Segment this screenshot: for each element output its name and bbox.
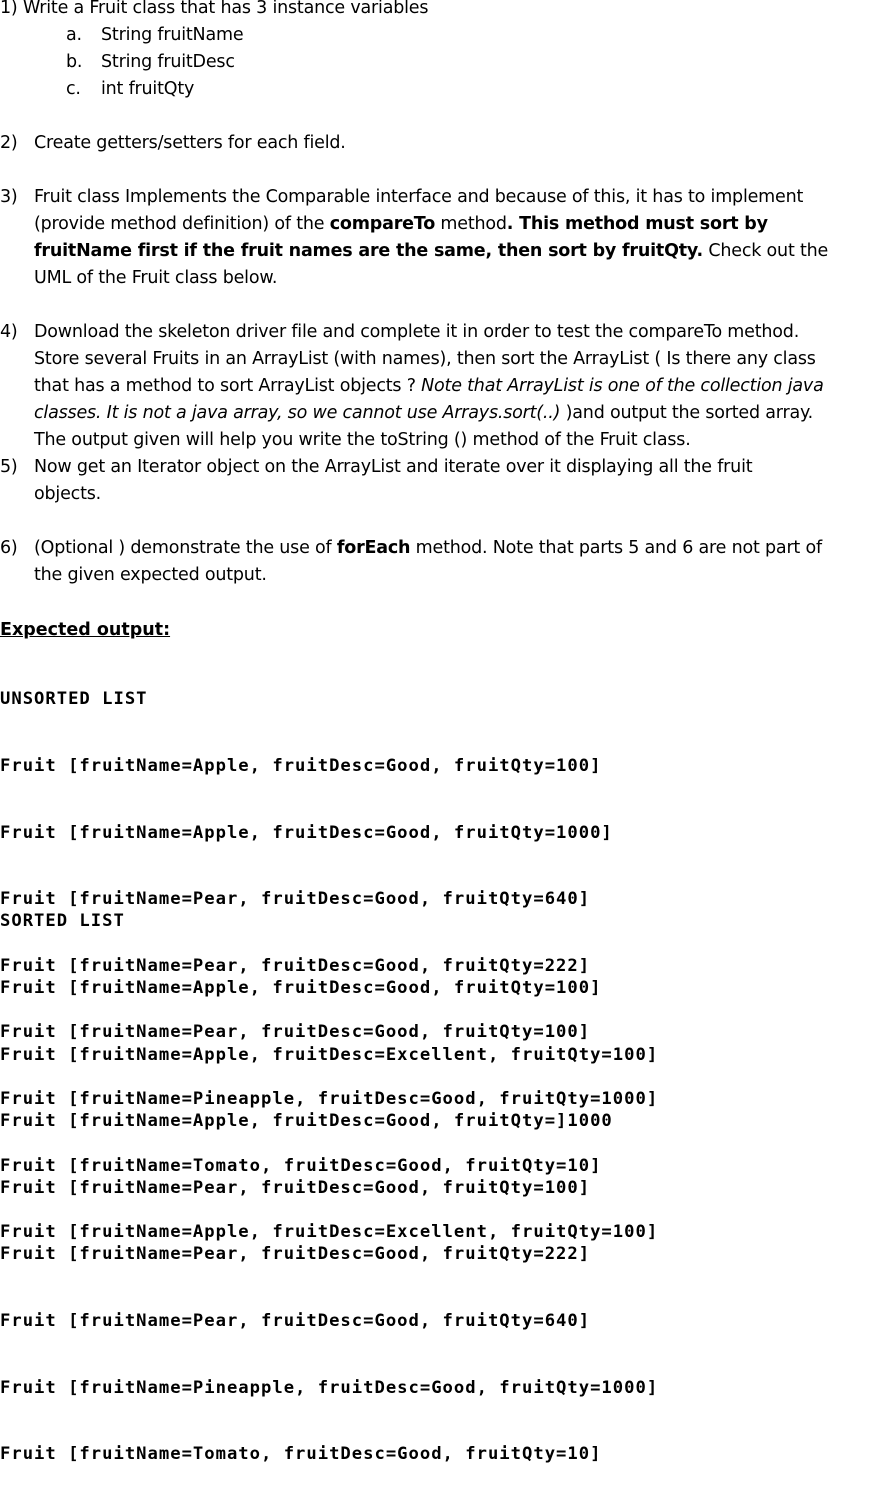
question-text: Now get an Iterator object on the ArrayList and iterate over it displaying all the fruit bbox=[34, 457, 753, 477]
method-name: compareTo bbox=[329, 214, 436, 234]
output-line: Fruit [fruitName=Tomato, fruitDesc=Good, fruitQty=10] bbox=[0, 1155, 602, 1176]
question-4-line-4 bbox=[34, 403, 813, 423]
question-number: 6) bbox=[0, 538, 18, 558]
output-line: Fruit [fruitName=Pear, fruitDesc=Good, fruitQty=640] bbox=[0, 1311, 591, 1332]
output-line: Fruit [fruitName=Pear, fruitDesc=Good, fruitQty=222] bbox=[0, 955, 591, 976]
text-run: Check out the bbox=[702, 241, 829, 261]
question-3-line-3 bbox=[34, 241, 828, 261]
italic-note: classes. It is not a java array, so we cannot use Arrays.sort(..) bbox=[34, 403, 561, 423]
output-line: Fruit [fruitName=Pear, fruitDesc=Good, fruitQty=222] bbox=[0, 1244, 591, 1265]
output-line: Fruit [fruitName=Pear, fruitDesc=Good, fruitQty=100] bbox=[0, 1177, 591, 1198]
question-5-line-2: objects. bbox=[34, 484, 102, 504]
output-line: Fruit [fruitName=Apple, fruitDesc=Good, fruitQty=100] bbox=[0, 756, 602, 777]
output-line: Fruit [fruitName=Apple, fruitDesc=Good, fruitQty=1000] bbox=[0, 822, 613, 843]
text-run: (provide method definition) of the bbox=[34, 214, 330, 234]
question-3-line-4: UML of the Fruit class below. bbox=[34, 268, 278, 288]
output-line: Fruit [fruitName=Apple, fruitDesc=Good, fruitQty=100] bbox=[0, 978, 602, 999]
sorted-output bbox=[0, 866, 658, 1488]
question-text bbox=[34, 538, 822, 558]
question-6-line-2: the given expected output. bbox=[34, 565, 267, 585]
expected-output-heading: Expected output: bbox=[0, 620, 171, 640]
text-run: )and output the sorted array. bbox=[560, 403, 814, 423]
question-3-line-2 bbox=[34, 214, 768, 234]
output-line: Fruit [fruitName=Apple, fruitDesc=Good, fruitQty=]1000 bbox=[0, 1111, 613, 1132]
item-text: String fruitName bbox=[101, 25, 244, 45]
question-4-line-2: Store several Fruits in an ArrayList (with names), then sort the ArrayList ( Is there any class bbox=[34, 349, 816, 369]
question-text: Download the skeleton driver file and complete it in order to test the compareTo method. bbox=[34, 322, 800, 342]
question-4-line-3 bbox=[34, 376, 824, 396]
output-line: Fruit [fruitName=Tomato, fruitDesc=Good, fruitQty=10] bbox=[0, 1444, 602, 1465]
text-run: method. Note that parts 5 and 6 are not part of bbox=[410, 538, 822, 558]
output-line: Fruit [fruitName=Apple, fruitDesc=Excellent, fruitQty=100] bbox=[0, 1222, 659, 1243]
method-name: forEach bbox=[336, 538, 411, 558]
text-run: (Optional ) demonstrate the use of bbox=[34, 538, 337, 558]
question-text: Fruit class Implements the Comparable interface and because of this, it has to implement bbox=[34, 187, 804, 207]
output-line: Fruit [fruitName=Apple, fruitDesc=Excellent, fruitQty=100] bbox=[0, 1044, 659, 1065]
item-text: int fruitQty bbox=[101, 79, 195, 99]
text-run: that has a method to sort ArrayList objects ? bbox=[34, 376, 422, 396]
unsorted-list-title: UNSORTED LIST bbox=[0, 689, 148, 710]
question-number: 5) bbox=[0, 457, 18, 477]
italic-note: Note that ArrayList is one of the collection java bbox=[421, 376, 824, 396]
question-1 bbox=[0, 0, 428, 18]
question-4-line-5: The output given will help you write the toString () method of the Fruit class. bbox=[34, 430, 691, 450]
question-number: 4) bbox=[0, 322, 18, 342]
item-letter: a. bbox=[66, 25, 82, 45]
output-line: Fruit [fruitName=Pineapple, fruitDesc=Good, fruitQty=1000] bbox=[0, 1377, 659, 1398]
question-text: Write a Fruit class that has 3 instance variables bbox=[22, 0, 429, 18]
emphasis-text: . This method must sort by bbox=[506, 214, 768, 234]
emphasis-text: fruitName first if the fruit names are the same, then sort by fruitQty. bbox=[34, 241, 703, 261]
output-line: Fruit [fruitName=Pear, fruitDesc=Good, fruitQty=640] bbox=[0, 889, 591, 910]
item-letter: b. bbox=[66, 52, 83, 72]
item-letter: c. bbox=[66, 79, 81, 99]
question-number: 3) bbox=[0, 187, 18, 207]
question-number: 2) bbox=[0, 133, 18, 153]
text-run: method bbox=[435, 214, 507, 234]
sorted-list-title: SORTED LIST bbox=[0, 911, 125, 932]
output-line: Fruit [fruitName=Pineapple, fruitDesc=Good, fruitQty=1000] bbox=[0, 1089, 659, 1110]
question-text: Create getters/setters for each field. bbox=[34, 133, 346, 153]
output-line: Fruit [fruitName=Pear, fruitDesc=Good, fruitQty=100] bbox=[0, 1022, 591, 1043]
item-text: String fruitDesc bbox=[101, 52, 235, 72]
question-number: 1) bbox=[0, 0, 18, 18]
